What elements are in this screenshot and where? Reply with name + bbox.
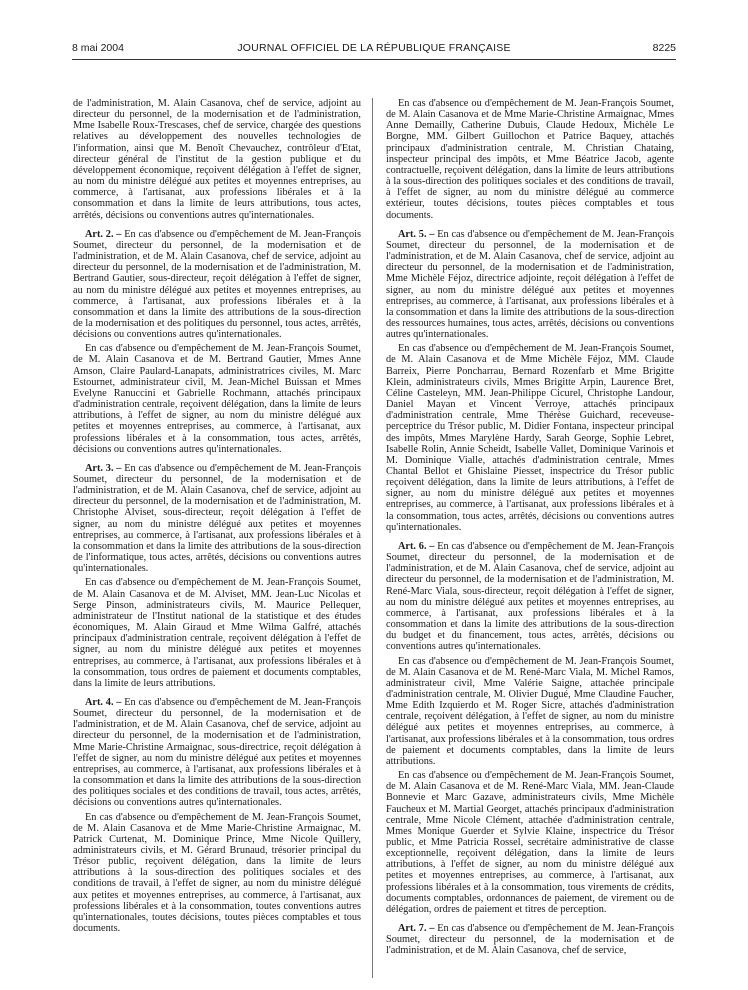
article-paragraph [73,229,361,341]
paragraph [73,98,361,221]
article-paragraph [386,923,674,956]
article-paragraph [386,541,674,653]
paragraph [386,656,674,768]
paragraph-text: En cas d'absence ou d'empêchement de M. Jean-François Soumet, de M. Alain Casanova et de M. Alviset, MM. Jean-Luc Nicolas et Serge Pinson, administrateurs civils, M. Maurice Pellequer, administrateur de l'Institut national de la statistique et des études économiques, M. Alain Giraud et Mme Wilma Galfré, attachés principaux d'administration centrale, reçoivent délégation à l'effet de signer, au nom du ministre délégué aux petites et moyennes entreprises, au commerce, à l'artisanat, aux professions libérales et à la consommation, tous ordres de paiement et documents comptables, dans la limite de leurs attributions. [73,577,361,689]
paragraph-text: de l'administration, M. Alain Casanova, chef de service, adjoint au directeur du personnel, de la modernisation et de l'administration, Mme Isabelle Roux-Trescases, chef de service, chargée des questions relatives au développement des nouvelles technologies de l'information, ainsi que M. Benoît Chevauchez, contrôleur d'Etat, directeur général de l'institut de la gestion publique et du développement économique, reçoivent délégation à l'effet de signer, au nom du ministre délégué aux petites et moyennes entreprises, au commerce, à l'artisanat, aux professions libérales et à la consommation et dans la limite de leurs attributions, tous actes, arrêtés, décisions ou conventions autres qu'internationales. [73,98,361,221]
paragraph [73,812,361,935]
article-paragraph [73,697,361,809]
article-label: Art. 7. – [398,923,435,935]
article-paragraph [386,229,674,341]
paragraph-text: En cas d'absence ou d'empêchement de M. Jean-François Soumet, directeur du personnel, de la modernisation et de l'administration, et de M. Alain Casanova, chef de service, adjoint au directeur du personnel, de la modernisation et de l'administration, Mme Michèle Féjoz, directrice adjointe, reçoit délégation à l'effet de signer, au nom du ministre délégué aux petites et moyennes entreprises, au commerce, à l'artisanat, aux professions libérales et à la consommation et dans la limite des attributions de la sous-direction des ressources humaines, tous actes, arrêtés, décisions ou conventions autres qu'internationales. [386,228,674,341]
left-column [73,98,361,978]
article-label: Art. 4. – [85,696,122,708]
article-label: Art. 3. – [85,462,122,474]
paragraph [73,343,361,455]
paragraph [386,98,674,221]
article-label: Art. 6. – [398,540,435,552]
journal-title: JOURNAL OFFICIEL DE LA RÉPUBLIQUE FRANÇAISE [237,42,511,54]
paragraph-text: En cas d'absence ou d'empêchement de M. Jean-François Soumet, de M. Alain Casanova et de Mme Marie-Christine Armaignac, Mmes Anne Demailly, Catherine Dubuis, Claude Hedoux, Michèle Le Borgne, MM. Gilbert Guillochon et Patrice Baquey, attachés principaux d'administration centrale, M. Christian Chataing, inspecteur principal des impôts, et Mme Béatrice Jacob, agente contractuelle, reçoivent délégation, dans la limite de leurs attributions à la sous-direction des politiques sociales et des conditions de travail, à l'effet de signer, au nom du ministre délégué au commerce extérieur, toutes décisions, toutes pièces comptables et tous documents. [386,98,674,221]
paragraph [386,770,674,915]
issue-date: 8 mai 2004 [72,42,124,54]
page-number: 8225 [652,42,676,54]
paragraph-text: En cas d'absence ou d'empêchement de M. Jean-François Soumet, de M. Alain Casanova et de M. Bertrand Gautier, Mmes Anne Amson, Claire Paulard-Lanapats, administratrices civiles, M. Marc Estournet, administrateur civil, M. Jean-Michel Buissan et Mmes Evelyne Ranuccini et Gabrielle Rochmann, attachés principaux d'administration centrale, reçoivent délégation, dans la limite de leurs attributions, à l'effet de signer, au nom du ministre délégué aux petites et moyennes entreprises, au commerce, à l'artisanat, aux professions libérales et à la consommation, tous actes, arrêtés, décisions ou conventions autres qu'internationales. [73,343,361,455]
paragraph-text: En cas d'absence ou d'empêchement de M. Jean-François Soumet, de M. Alain Casanova et de Mme Michèle Féjoz, MM. Claude Barreix, Pierre Poncharrau, Bernard Rozenfarb et Mme Brigitte Klein, administrateurs civils, Mmes Brigitte Arpin, Laurence Bret, Céline Casteleyn, MM. Jean-Philippe Cicurel, Christophe Landour, Daniel Mayan et Vincent Verroye, attachés principaux d'administration centrale, Mme Thérèse Guichard, receveuse-perceptrice du Trésor public, M. Didier Fontana, inspecteur principal des impôts, Mmes Marylène Hardy, Sarah George, Sophie Lebret, Isabelle Rolin, Annie Scheidt, Isabelle Vallet, Dominique Varinois et M. Dominique Vialle, attachés d'administration centrale, Mmes Chantal Bellot et Ghislaine Piesset, inspectrice du Trésor public reçoivent délégation, dans la limite de leurs attributions, à l'effet de signer, au nom du ministre délégué aux petites et moyennes entreprises, au commerce, à l'artisanat, aux professions libérales et à la consommation, tous actes, arrêtés, décisions ou conventions autres qu'internationales. [386,343,674,533]
article-label: Art. 2. – [85,228,122,240]
column-divider [372,98,373,978]
paragraph [73,577,361,689]
paragraph-text: En cas d'absence ou d'empêchement de M. Jean-François Soumet, directeur du personnel, de la modernisation et de l'administration, et de M. Alain Casanova, chef de service, adjoint au directeur du personnel, de la modernisation et de l'administration, M. René-Marc Viala, sous-directeur, reçoit délégation à l'effet de signer, au nom du ministre délégué aux petites et moyennes entreprises, au commerce, à l'artisanat, aux professions libérales et à la consommation et dans la limite des attributions de la sous-direction du budget et du financement, tous actes, arrêtés, décisions ou conventions autres qu'internationales. [386,540,674,653]
paragraph [386,343,674,533]
article-label: Art. 5. – [398,228,435,240]
paragraph-text: En cas d'absence ou d'empêchement de M. Jean-François Soumet, directeur du personnel, de la modernisation et de l'administration, et de M. Alain Casanova, chef de service, adjoint au directeur du personnel, de la modernisation et de l'administration, M. Bertrand Gautier, sous-directeur, reçoit délégation à l'effet de signer, au nom du ministre délégué aux petites et moyennes entreprises, au commerce, à l'artisanat, aux professions libérales et à la consommation et dans la limite des attributions de la sous-direction de la modernisation et des politiques du personnel, tous actes, arrêtés, décisions ou conventions autres qu'internationales. [73,228,361,341]
paragraph-text: En cas d'absence ou d'empêchement de M. Jean-François Soumet, directeur du personnel, de la modernisation et de l'administration, et de M. Alain Casanova, chef de service, [386,923,674,957]
right-column [386,98,674,978]
paragraph-text: En cas d'absence ou d'empêchement de M. Jean-François Soumet, de M. Alain Casanova et de M. René-Marc Viala, M. Michel Ramos, administrateur civil, Mme Valérie Saigne, attachée principale d'administration centrale, M. Olivier Dugué, Mme Claudine Faucher, Mme Edith Izquierdo et M. Roger Sicre, attachés d'administration centrale, reçoivent délégation, à l'effet de signer, au nom du ministre délégué aux petites et moyennes entreprises, au commerce, à l'artisanat, aux professions libérales et à la consommation, tous ordres de paiement et documents comptables, dans la limite de leurs attributions. [386,655,674,767]
paragraph-text: En cas d'absence ou d'empêchement de M. Jean-François Soumet, de M. Alain Casanova et de M. René-Marc Viala, MM. Jean-Claude Bonnevie et Marc Gazave, administrateurs civils, Mme Michèle Faucheux et M. Martial Georget, attachés principaux d'administration centrale, Mme Nicole Clément, attachée d'administration centrale, Mmes Monique Guerder et Sylvie Klaine, inspectrice du Trésor public, et Mme Patricia Rossel, secrétaire administrative de classe exceptionnelle, reçoivent délégation, dans la limite de leurs attributions, à l'effet de signer, au nom du ministre délégué aux petites et moyennes entreprises, au commerce, à l'artisanat, aux professions libérales et à la consommation, tous virements de crédits, documents comptables, ordonnances de paiement, de virement ou de délégation, ordres de paiement et titres de perception. [386,770,674,915]
paragraph-text: En cas d'absence ou d'empêchement de M. Jean-François Soumet, directeur du personnel, de la modernisation et de l'administration, et de M. Alain Casanova, chef de service, adjoint au directeur du personnel, de la modernisation et de l'administration, Mme Marie-Christine Armaignac, sous-directrice, reçoit délégation à l'effet de signer, au nom du ministre délégué aux petites et moyennes entreprises, au commerce, à l'artisanat, aux professions libérales et à la consommation et dans la limite des attributions de la sous-direction des politiques sociales et des conditions de travail, tous actes, arrêtés, décisions ou conventions autres qu'internationales. [73,696,361,809]
header-rule [72,59,676,60]
paragraph-text: En cas d'absence ou d'empêchement de M. Jean-François Soumet, de M. Alain Casanova et de Mme Marie-Christine Armaignac, M. Patrick Curtenat, M. Dominique Prince, Mme Nicole Quillery, administrateurs civils, et M. Gérard Brunaud, trésorier principal du Trésor public, reçoivent délégation, dans la limite de leurs attributions à la sous-direction des politiques sociales et des conditions de travail, à l'effet de signer, au nom du ministre délégué aux petites et moyennes entreprises, au commerce, à l'artisanat, aux professions libérales et à la consommation, toutes conventions autres qu'internationales, toutes décisions, toutes pièces comptables et tous documents. [73,811,361,935]
paragraph-text: En cas d'absence ou d'empêchement de M. Jean-François Soumet, directeur du personnel, de la modernisation et de l'administration, et de M. Alain Casanova, chef de service, adjoint au directeur du personnel, de la modernisation et de l'administration, M. Christophe Alviset, sous-directeur, reçoit délégation à l'effet de signer, au nom du ministre délégué aux petites et moyennes entreprises, au commerce, à l'artisanat, aux professions libérales et à la consommation et dans la limite des attributions de la sous-direction de l'informatique, tous actes, arrêtés, décisions ou conventions autres qu'internationales. [73,462,361,575]
article-paragraph [73,463,361,575]
page-header [72,42,676,58]
